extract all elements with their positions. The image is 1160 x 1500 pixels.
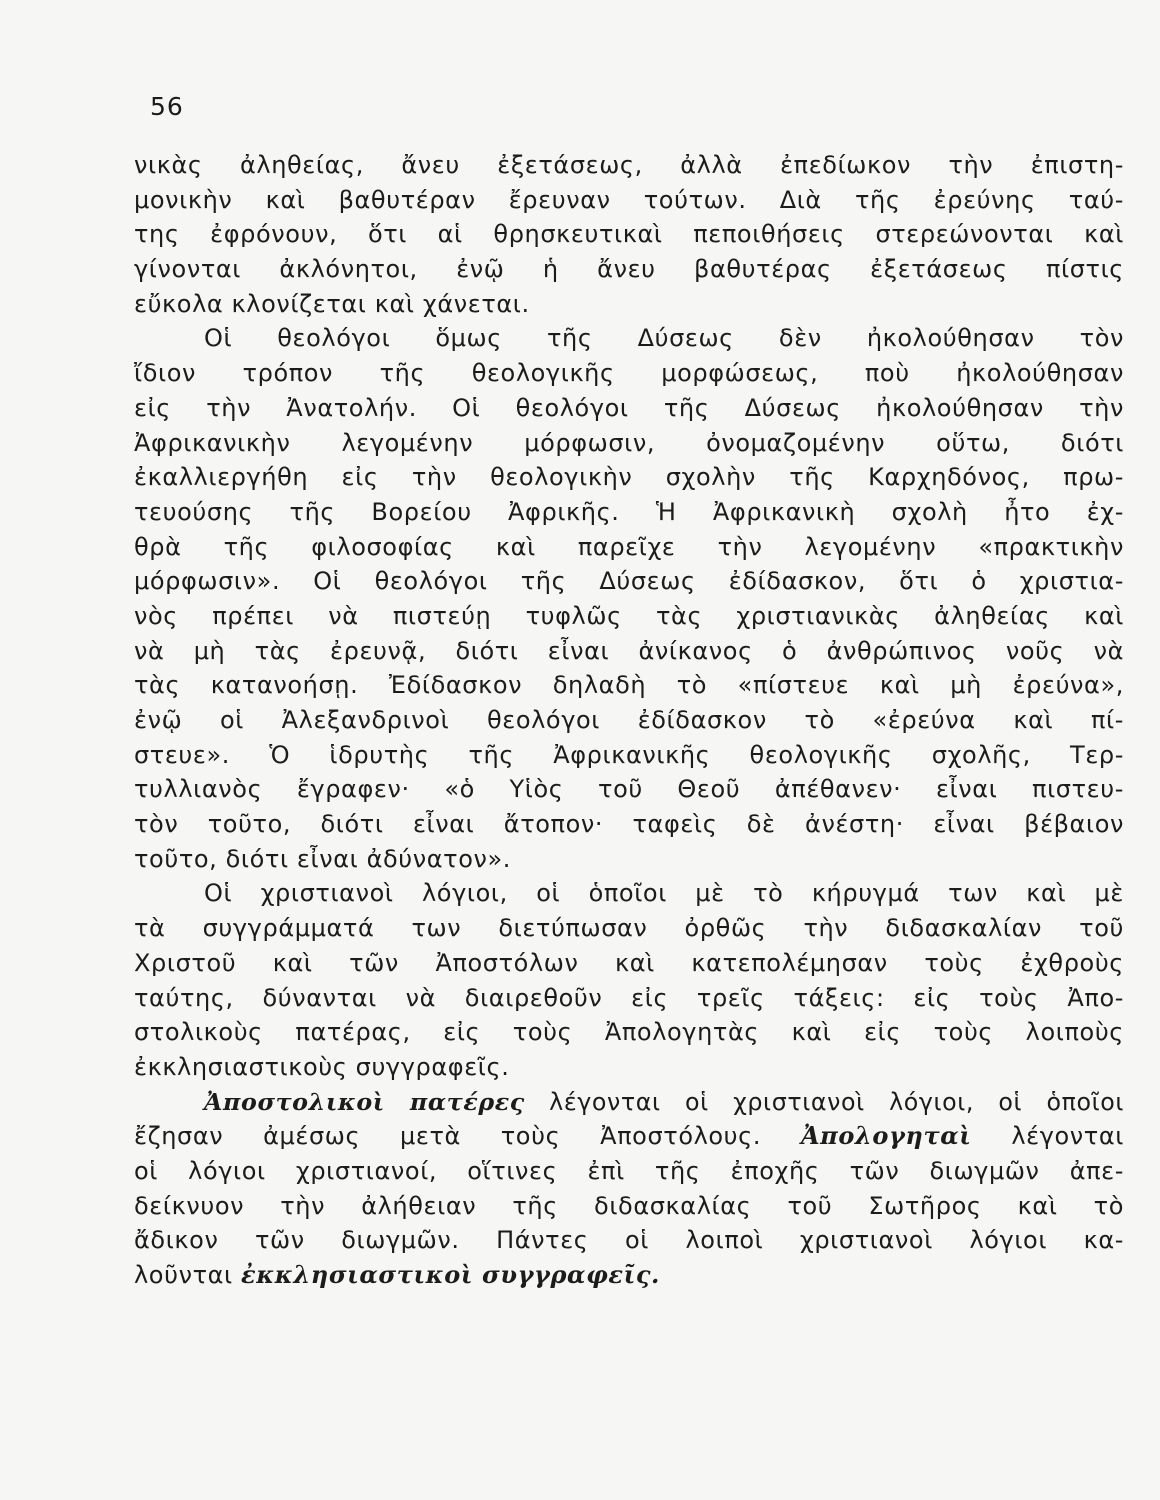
page-number: 56: [150, 92, 184, 121]
text-line: [134, 252, 1124, 287]
text-line: [134, 1189, 1124, 1224]
text-line: [134, 703, 1124, 738]
line-text: στολικοὺς πατέρας, εἰς τοὺς Ἀπολογητὰς καὶ εἰς τοὺς λοιποὺς: [134, 1018, 1124, 1047]
line-text: ἴδιον τρόπον τῆς θεολογικῆς μορφώσεως, ποὺ ἠκολούθησαν: [134, 359, 1124, 388]
text-line: [134, 287, 1124, 322]
text-line: [134, 530, 1124, 565]
paragraph-start: [134, 321, 1124, 356]
text-line: [134, 1119, 1124, 1154]
line-text: τὰς κατανοήσῃ. Ἐδίδασκον δηλαδὴ τὸ «πίστευε καὶ μὴ ἐρεύνα»,: [134, 671, 1124, 700]
text-line: [134, 1050, 1124, 1085]
emphasized-term: Ἀπολογηταὶ: [800, 1121, 972, 1151]
line-text: τυλλιανὸς ἔγραφεν· «ὁ Υἱὸς τοῦ Θεοῦ ἀπέθανεν· εἶναι πιστευ-: [134, 775, 1124, 804]
text-line: [134, 911, 1124, 946]
text-line: [134, 738, 1124, 773]
line-text: μονικὴν καὶ βαθυτέραν ἔρευναν τούτων. Διὰ τῆς ἐρεύνης ταύ-: [134, 185, 1124, 214]
text-line: [134, 495, 1124, 530]
line-text: στευε». Ὁ ἱδρυτὴς τῆς Ἀφρικανικῆς θεολογικῆς σχολῆς, Τερ-: [134, 740, 1124, 769]
line-text: ταύτης, δύνανται νὰ διαιρεθοῦν εἰς τρεῖς τάξεις: εἰς τοὺς Ἀπο-: [134, 983, 1124, 1012]
line-text: οἱ λόγιοι χριστιανοί, οἵτινες ἐπὶ τῆς ἐποχῆς τῶν διωγμῶν ἀπε-: [134, 1156, 1124, 1185]
line-text: γίνονται ἀκλόνητοι, ἐνῷ ἡ ἄνευ βαθυτέρας ἐξετάσεως πίστις: [134, 255, 1124, 284]
line-text: Χριστοῦ καὶ τῶν Ἀποστόλων καὶ κατεπολέμησαν τοὺς ἐχθροὺς: [134, 948, 1124, 977]
emphasized-term: Ἀποστολικοὶ πατέρες: [204, 1087, 525, 1116]
text-line: [134, 356, 1124, 391]
line-text: νικὰς ἀληθείας, ἄνευ ἐξετάσεως, ἀλλὰ ἐπεδίωκον τὴν ἐπιστη-: [134, 151, 1124, 179]
text-line: [134, 668, 1124, 703]
text-line: [134, 981, 1124, 1016]
line-text: ἔζησαν ἀμέσως μετὰ τοὺς Ἀποστόλους.: [134, 1122, 801, 1151]
line-text: νὸς πρέπει νὰ πιστεύῃ τυφλῶς τὰς χριστιανικὰς ἀληθείας καὶ: [134, 601, 1124, 630]
line-text: λέγονται: [971, 1122, 1124, 1151]
line-text: τευούσης τῆς Βορείου Ἀφρικῆς. Ἡ Ἀφρικανικὴ σχολὴ ἦτο ἐχ-: [134, 497, 1124, 526]
text-line: [134, 460, 1124, 495]
text-line: [134, 564, 1124, 599]
line-text: ἐκκλησιαστικοὺς συγγραφεῖς.: [134, 1052, 510, 1081]
line-text: Ἀφρικανικὴν λεγομένην μόρφωσιν, ὀνομαζομένην οὕτω, διότι: [134, 428, 1124, 457]
text-line: [134, 1154, 1124, 1189]
emphasized-term: ἐκκλησιαστικοὶ συγγραφεῖς.: [241, 1260, 660, 1289]
text-line: [134, 1258, 1124, 1293]
text-line: [134, 391, 1124, 426]
text-line: [134, 1015, 1124, 1050]
text-line: [134, 148, 1124, 183]
line-text: θρὰ τῆς φιλοσοφίας καὶ παρεῖχε τὴν λεγομένην «πρακτικὴν: [134, 532, 1124, 561]
line-text: τοῦτο, διότι εἶναι ἀδύνατον».: [134, 844, 512, 873]
line-text: ἐκαλλιεργήθη εἰς τὴν θεολογικὴν σχολὴν τῆς Καρχηδόνος, πρω-: [134, 463, 1124, 492]
line-text: λέγονται οἱ χριστιανοὶ λόγιοι, οἱ ὁποῖοι: [524, 1087, 1125, 1116]
text-line: [134, 426, 1124, 461]
line-text: Οἱ θεολόγοι ὅμως τῆς Δύσεως δὲν ἠκολούθησαν τὸν: [204, 324, 1124, 353]
line-text: λοῦνται: [134, 1261, 241, 1289]
paragraph-start: [134, 876, 1124, 911]
text-line: [134, 217, 1124, 252]
body-text: [134, 148, 1124, 1293]
line-text: νὰ μὴ τὰς ἐρευνᾷ, διότι εἶναι ἀνίκανος ὁ ἀνθρώπινος νοῦς νὰ: [134, 636, 1124, 665]
line-text: ἐνῷ οἱ Ἀλεξανδρινοὶ θεολόγοι ἐδίδασκον τὸ «ἐρεύνα καὶ πί-: [134, 706, 1124, 734]
line-text: μόρφωσιν». Οἱ θεολόγοι τῆς Δύσεως ἐδίδασκον, ὅτι ὁ χριστια-: [134, 567, 1124, 596]
text-line: [134, 1223, 1124, 1258]
line-text: της ἐφρόνουν, ὅτι αἱ θρησκευτικαὶ πεποιθήσεις στερεώνονται καὶ: [134, 220, 1124, 249]
paragraph-start: [134, 1085, 1124, 1120]
text-line: [134, 599, 1124, 634]
text-line: [134, 634, 1124, 669]
line-text: δείκνυον τὴν ἀλήθειαν τῆς διδασκαλίας τοῦ Σωτῆρος καὶ τὸ: [134, 1191, 1124, 1220]
line-text: Οἱ χριστιανοὶ λόγιοι, οἱ ὁποῖοι μὲ τὸ κήρυγμά των καὶ μὲ: [204, 879, 1124, 908]
line-text: εὔκολα κλονίζεται καὶ χάνεται.: [134, 289, 530, 318]
text-line: [134, 842, 1124, 877]
line-text: τὸν τοῦτο, διότι εἶναι ἄτοπον· ταφεὶς δὲ ἀνέστη· εἶναι βέβαιον: [134, 810, 1124, 839]
text-line: [134, 807, 1124, 842]
text-line: [134, 946, 1124, 981]
line-text: ἄδικον τῶν διωγμῶν. Πάντες οἱ λοιποὶ χριστιανοὶ λόγιοι κα-: [134, 1226, 1124, 1255]
text-line: [134, 183, 1124, 218]
line-text: εἰς τὴν Ἀνατολήν. Οἱ θεολόγοι τῆς Δύσεως ἠκολούθησαν τὴν: [134, 393, 1124, 422]
text-line: [134, 772, 1124, 807]
line-text: τὰ συγγράμματά των διετύπωσαν ὀρθῶς τὴν διδασκαλίαν τοῦ: [134, 914, 1124, 943]
